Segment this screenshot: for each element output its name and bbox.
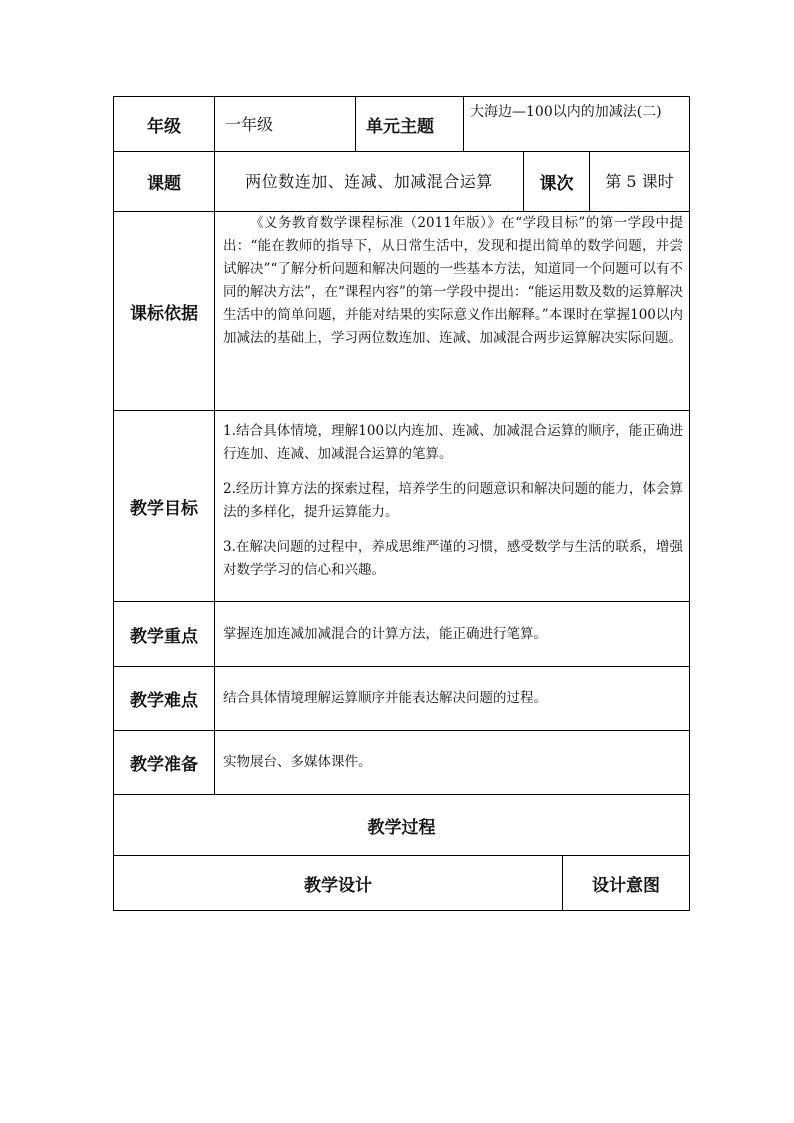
- grade-value: 一年级: [225, 114, 274, 134]
- session-label-text: 课次: [539, 174, 574, 194]
- topic-label-text: 课题: [147, 174, 181, 194]
- key-text: 掌握连加连减加减混合的计算方法，能正确进行笔算。: [223, 625, 547, 642]
- standard-label-text: 课标依据: [130, 303, 198, 324]
- key-label: [114, 602, 214, 666]
- process-label: [114, 795, 689, 855]
- design-label: [114, 856, 562, 910]
- key-text-cell: [215, 602, 689, 666]
- standard-label: [114, 212, 214, 410]
- difficulty-text: 结合具体情境理解运算顺序并能表达解决问题的过程。: [223, 690, 547, 706]
- topic-value-cell: [215, 152, 523, 211]
- goals-label: [114, 411, 214, 601]
- prep-label: [114, 731, 214, 794]
- topic-value: 两位数连加、连减、加减混合运算: [245, 172, 493, 191]
- unit-label: [356, 97, 463, 151]
- design-label-text: 教学设计: [304, 875, 372, 896]
- grade-value-cell: [215, 97, 355, 151]
- unit-label-text: 单元主题: [366, 116, 434, 137]
- process-label-text: 教学过程: [367, 817, 436, 838]
- prep-text: 实物展台、多媒体课件。: [223, 754, 372, 770]
- topic-label: [114, 152, 214, 211]
- goal-item: 2.经历计算方法的探索过程，培养学生的问题意识和解决问题的能力，体会算法的多样化，提升运算能力。: [223, 481, 683, 520]
- unit-value: 大海边—100以内的加减法(二): [470, 104, 662, 120]
- session-value: 第 5 课时: [605, 172, 674, 191]
- key-label-text: 教学重点: [130, 626, 198, 647]
- goals-cell: [215, 411, 689, 601]
- unit-value-cell: [464, 97, 689, 151]
- grade-label: [114, 97, 214, 151]
- prep-label-text: 教学准备: [130, 755, 198, 775]
- intent-label-text: 设计意图: [592, 875, 660, 896]
- goals-label-text: 教学目标: [130, 498, 198, 519]
- prep-text-cell: [215, 731, 689, 794]
- session-label: [524, 152, 589, 211]
- goal-item: 1.结合具体情境，理解100以内连加、连减、加减混合运算的顺序，能正确进行连加、连减、加减混合运算的笔算。: [223, 423, 683, 462]
- difficulty-text-cell: [215, 667, 689, 730]
- difficulty-label: [114, 667, 214, 730]
- standard-text-cell: [215, 212, 689, 410]
- difficulty-label-text: 教学难点: [130, 691, 198, 711]
- standard-text: 《义务教育数学课程标准（2011年版）》在“学段目标”的第一学段中提出：“能在教师的指导下，从日常生活中，发现和提出简单的数学问题，并尝试解决”“了解分析问题和解决问题的一些基本方法，知道同一个问题可以有不同的解决方法”，在“课程内容”的第一学段中提出：“能运用数及数的运算解决生活中的简单问题，并能对结果的实际意义作出解释。”本课时在掌握100以内加减法的基础上，学习两位数连加、连减、加减混合两步运算解决实际问题。: [223, 215, 683, 346]
- goal-item: 3.在解决问题的过程中，养成思维严谨的习惯，感受数学与生活的联系，增强对数学学习的信心和兴趣。: [223, 539, 683, 578]
- grade-label-text: 年级: [147, 116, 181, 137]
- session-value-cell: [590, 152, 689, 211]
- intent-label: [563, 856, 689, 910]
